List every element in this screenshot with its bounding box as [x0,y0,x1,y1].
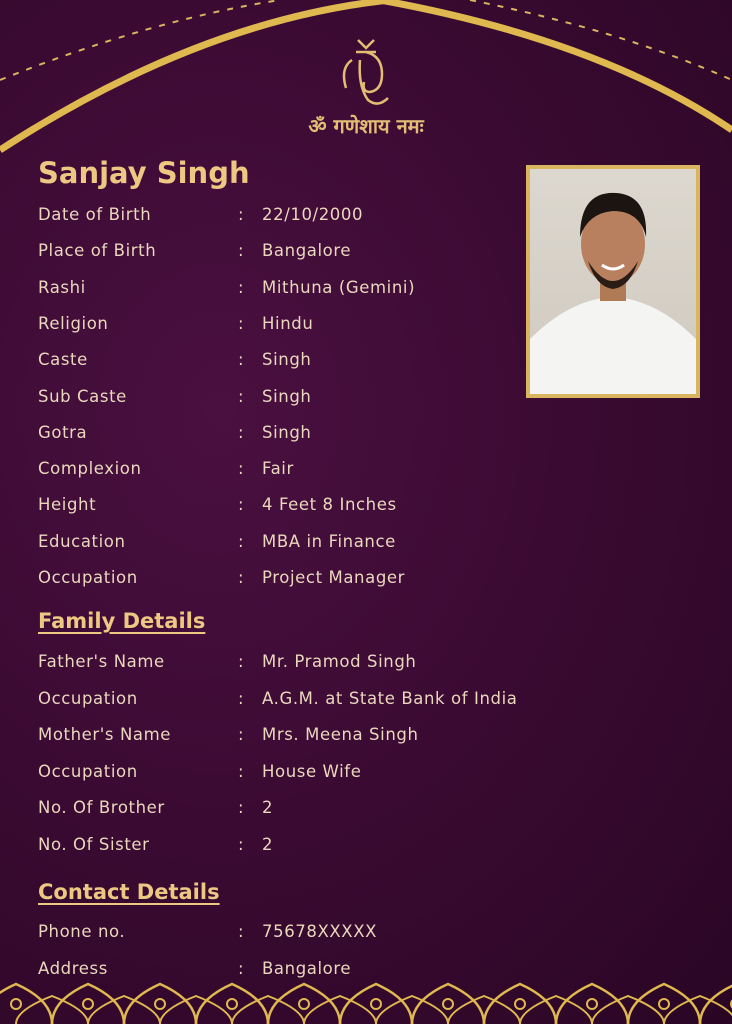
separator: : [238,350,245,370]
field-label: Gotra [38,422,88,442]
detail-row [38,459,294,478]
detail-row [38,835,273,854]
person-photo-icon [530,169,696,394]
field-value: House Wife [262,761,362,781]
field-value: Mrs. Meena Singh [262,725,419,745]
separator: : [238,959,245,978]
field-value: Project Manager [262,568,406,587]
detail-row [38,278,415,297]
separator: : [238,495,245,515]
detail-row [38,959,351,978]
separator: : [238,386,245,406]
detail-row [38,423,311,442]
detail-row [38,568,405,587]
profile-photo [526,165,700,398]
field-label: Religion [38,313,109,333]
field-label: Rashi [38,277,86,297]
field-label: Date of Birth [38,205,152,224]
separator: : [238,798,245,818]
detail-row [38,205,363,224]
mantra-heading: ॐ गणेशाय नमः [308,114,424,138]
separator: : [238,241,245,261]
field-value: MBA in Finance [262,531,396,551]
field-value: 2 [262,798,274,818]
detail-row [38,798,273,817]
detail-row [38,922,377,941]
field-label: Mother's Name [38,725,172,745]
separator: : [238,688,245,708]
separator: : [238,922,245,941]
field-value: 22/10/2000 [262,205,364,224]
detail-row [38,387,311,406]
separator: : [238,422,245,442]
field-label: Height [38,495,97,515]
bottom-ornament-border [0,984,732,1024]
detail-row [38,314,313,333]
family-details-heading: Family Details [38,609,206,633]
detail-row [38,495,397,514]
field-label: Phone no. [38,922,126,941]
field-value: A.G.M. at State Bank of India [262,688,518,708]
separator: : [238,277,245,297]
field-value: Bangalore [262,241,352,261]
field-value: Fair [262,459,294,479]
field-value: Hindu [262,313,314,333]
field-label: Place of Birth [38,241,157,261]
separator: : [238,725,245,745]
ganesha-logo [344,40,388,104]
separator: : [238,652,245,671]
separator: : [238,531,245,551]
candidate-name: Sanjay Singh [38,156,250,190]
detail-row [38,532,396,551]
field-value: Mr. Pramod Singh [262,652,417,671]
detail-row [38,350,311,369]
separator: : [238,835,245,854]
field-label: Sub Caste [38,386,127,406]
separator: : [238,459,245,479]
field-label: Education [38,531,126,551]
detail-row [38,241,351,260]
field-label: Father's Name [38,652,165,671]
detail-row [38,689,517,708]
field-value: 4 Feet 8 Inches [262,495,397,515]
field-label: Address [38,959,108,978]
field-value: Bangalore [262,959,352,978]
field-value: Singh [262,422,312,442]
field-label: No. Of Sister [38,835,150,854]
field-label: Occupation [38,761,138,781]
detail-row [38,725,419,744]
field-label: No. Of Brother [38,798,165,818]
separator: : [238,205,245,224]
separator: : [238,568,245,587]
field-value: Singh [262,386,312,406]
field-label: Occupation [38,688,138,708]
field-label: Complexion [38,459,142,479]
separator: : [238,761,245,781]
field-value: 75678XXXXX [262,922,378,941]
field-label: Caste [38,350,88,370]
detail-row [38,652,416,671]
contact-details-heading: Contact Details [38,880,220,904]
field-value: 2 [262,835,274,854]
field-label: Occupation [38,568,138,587]
field-value: Singh [262,350,312,370]
separator: : [238,313,245,333]
field-value: Mithuna (Gemini) [262,277,416,297]
detail-row [38,762,361,781]
